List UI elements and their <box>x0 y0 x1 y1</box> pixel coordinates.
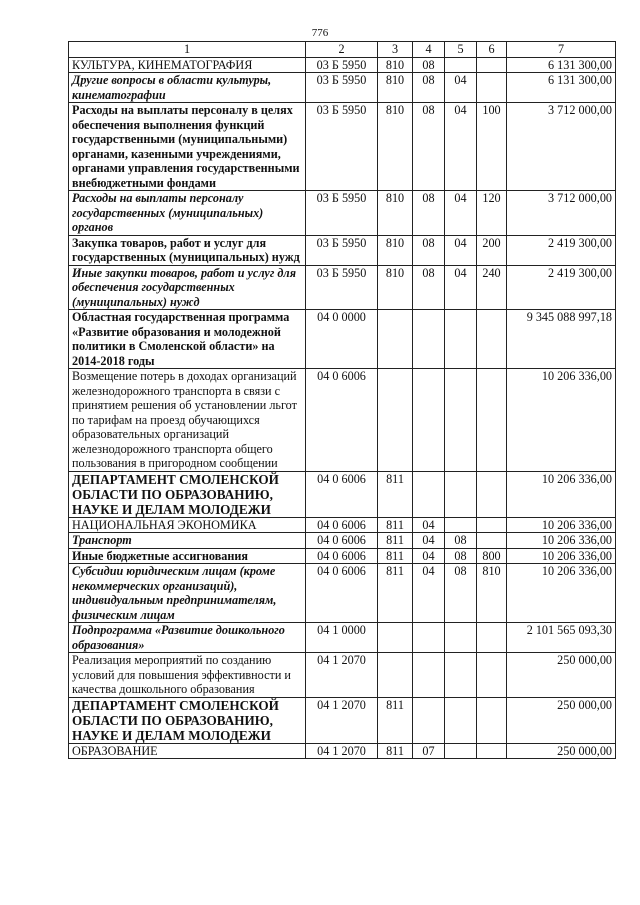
grbs-code-cell: 810 <box>378 103 413 191</box>
amount-cell: 2 419 300,00 <box>507 235 616 265</box>
grbs-code-cell <box>378 310 413 369</box>
amount-cell: 10 206 336,00 <box>507 564 616 623</box>
item-name-cell: Возмещение потерь в доходах организаций железнодорожного транспорта в связи с принятием решения об установлении льгот по тарифам на проезд обучающихся образовательных организаций железнодорожного транспорта общего пользования в пригородном сообщении <box>69 369 306 472</box>
section-code-cell <box>413 471 445 517</box>
expense-type-cell <box>477 623 507 653</box>
table-row <box>69 623 616 653</box>
grbs-code-cell: 811 <box>378 517 413 533</box>
expense-type-cell <box>477 471 507 517</box>
grbs-code-cell <box>378 369 413 472</box>
header-cell: 3 <box>378 42 413 58</box>
section-code-cell: 04 <box>413 548 445 564</box>
target-article-cell: 04 0 6006 <box>306 533 378 549</box>
table-row <box>69 697 616 743</box>
table-header-row <box>69 42 616 58</box>
item-name-cell: Иные бюджетные ассигнования <box>69 548 306 564</box>
subsection-code-cell <box>445 697 477 743</box>
subsection-code-cell: 08 <box>445 548 477 564</box>
grbs-code-cell: 810 <box>378 191 413 236</box>
item-name-cell: ОБРАЗОВАНИЕ <box>69 743 306 759</box>
table-row <box>69 235 616 265</box>
section-code-cell <box>413 623 445 653</box>
grbs-code-cell: 810 <box>378 265 413 310</box>
subsection-code-cell <box>445 743 477 759</box>
target-article-cell: 03 Б 5950 <box>306 103 378 191</box>
item-name-cell: КУЛЬТУРА, КИНЕМАТОГРАФИЯ <box>69 57 306 73</box>
subsection-code-cell: 08 <box>445 564 477 623</box>
expense-type-cell <box>477 369 507 472</box>
table-row <box>69 533 616 549</box>
subsection-code-cell <box>445 517 477 533</box>
section-code-cell: 08 <box>413 73 445 103</box>
expense-type-cell: 800 <box>477 548 507 564</box>
amount-cell: 3 712 000,00 <box>507 191 616 236</box>
table-row <box>69 103 616 191</box>
amount-cell: 6 131 300,00 <box>507 57 616 73</box>
target-article-cell: 04 1 0000 <box>306 623 378 653</box>
item-name-cell: Подпрограмма «Развитие дошкольного образования» <box>69 623 306 653</box>
table-row <box>69 369 616 472</box>
section-code-cell: 08 <box>413 191 445 236</box>
grbs-code-cell <box>378 623 413 653</box>
expense-type-cell: 100 <box>477 103 507 191</box>
target-article-cell: 04 0 6006 <box>306 471 378 517</box>
header-cell: 4 <box>413 42 445 58</box>
section-code-cell: 07 <box>413 743 445 759</box>
expense-type-cell: 240 <box>477 265 507 310</box>
section-code-cell: 08 <box>413 57 445 73</box>
subsection-code-cell <box>445 57 477 73</box>
expense-type-cell <box>477 743 507 759</box>
grbs-code-cell: 811 <box>378 564 413 623</box>
header-cell: 6 <box>477 42 507 58</box>
grbs-code-cell: 810 <box>378 57 413 73</box>
amount-cell: 2 419 300,00 <box>507 265 616 310</box>
page-number: 776 <box>311 27 329 39</box>
item-name-cell: Расходы на выплаты персоналу в целях обеспечения выполнения функций государственными (муниципальными) органами, казенными учреждениями, органами управления государственными внебюджетными фондами <box>69 103 306 191</box>
subsection-code-cell <box>445 471 477 517</box>
expense-type-cell <box>477 517 507 533</box>
table-row <box>69 191 616 236</box>
target-article-cell: 04 1 2070 <box>306 743 378 759</box>
subsection-code-cell <box>445 653 477 698</box>
table-row <box>69 73 616 103</box>
target-article-cell: 04 0 6006 <box>306 564 378 623</box>
section-code-cell: 04 <box>413 517 445 533</box>
target-article-cell: 04 0 6006 <box>306 548 378 564</box>
target-article-cell: 04 1 2070 <box>306 653 378 698</box>
amount-cell: 9 345 088 997,18 <box>507 310 616 369</box>
table-row <box>69 310 616 369</box>
amount-cell: 250 000,00 <box>507 653 616 698</box>
expense-type-cell: 200 <box>477 235 507 265</box>
subsection-code-cell: 08 <box>445 533 477 549</box>
grbs-code-cell: 811 <box>378 697 413 743</box>
section-code-cell: 08 <box>413 235 445 265</box>
item-name-cell: Транспорт <box>69 533 306 549</box>
target-article-cell: 04 1 2070 <box>306 697 378 743</box>
subsection-code-cell: 04 <box>445 235 477 265</box>
target-article-cell: 03 Б 5950 <box>306 57 378 73</box>
item-name-cell: Субсидии юридическим лицам (кроме некоммерческих организаций), индивидуальным предпринимателям, физическим лицам <box>69 564 306 623</box>
subsection-code-cell: 04 <box>445 73 477 103</box>
expense-type-cell <box>477 533 507 549</box>
amount-cell: 10 206 336,00 <box>507 517 616 533</box>
amount-cell: 10 206 336,00 <box>507 471 616 517</box>
item-name-cell: НАЦИОНАЛЬНАЯ ЭКОНОМИКА <box>69 517 306 533</box>
header-cell: 5 <box>445 42 477 58</box>
item-name-cell: Областная государственная программа «Развитие образования и молодежной политики в Смоленской области» на 2014-2018 годы <box>69 310 306 369</box>
item-name-cell: ДЕПАРТАМЕНТ СМОЛЕНСКОЙ ОБЛАСТИ ПО ОБРАЗОВАНИЮ, НАУКЕ И ДЕЛАМ МОЛОДЕЖИ <box>69 471 306 517</box>
item-name-cell: Иные закупки товаров, работ и услуг для обеспечения государственных (муниципальных) нужд <box>69 265 306 310</box>
section-code-cell <box>413 369 445 472</box>
table-row <box>69 57 616 73</box>
subsection-code-cell: 04 <box>445 265 477 310</box>
target-article-cell: 04 0 6006 <box>306 517 378 533</box>
table-row <box>69 548 616 564</box>
expense-type-cell: 810 <box>477 564 507 623</box>
grbs-code-cell <box>378 653 413 698</box>
grbs-code-cell: 811 <box>378 533 413 549</box>
expense-type-cell <box>477 697 507 743</box>
item-name-cell: Закупка товаров, работ и услуг для государственных (муниципальных) нужд <box>69 235 306 265</box>
subsection-code-cell <box>445 310 477 369</box>
table-row <box>69 471 616 517</box>
expense-type-cell: 120 <box>477 191 507 236</box>
section-code-cell <box>413 697 445 743</box>
target-article-cell: 04 0 0000 <box>306 310 378 369</box>
target-article-cell: 03 Б 5950 <box>306 235 378 265</box>
amount-cell: 2 101 565 093,30 <box>507 623 616 653</box>
expense-type-cell <box>477 653 507 698</box>
item-name-cell: ДЕПАРТАМЕНТ СМОЛЕНСКОЙ ОБЛАСТИ ПО ОБРАЗОВАНИЮ, НАУКЕ И ДЕЛАМ МОЛОДЕЖИ <box>69 697 306 743</box>
subsection-code-cell: 04 <box>445 103 477 191</box>
header-cell: 1 <box>69 42 306 58</box>
section-code-cell <box>413 310 445 369</box>
header-cell: 7 <box>507 42 616 58</box>
amount-cell: 250 000,00 <box>507 743 616 759</box>
amount-cell: 6 131 300,00 <box>507 73 616 103</box>
target-article-cell: 03 Б 5950 <box>306 191 378 236</box>
section-code-cell <box>413 653 445 698</box>
amount-cell: 10 206 336,00 <box>507 533 616 549</box>
section-code-cell: 04 <box>413 533 445 549</box>
amount-cell: 3 712 000,00 <box>507 103 616 191</box>
section-code-cell: 08 <box>413 103 445 191</box>
table-row <box>69 653 616 698</box>
amount-cell: 10 206 336,00 <box>507 548 616 564</box>
grbs-code-cell: 810 <box>378 73 413 103</box>
amount-cell: 10 206 336,00 <box>507 369 616 472</box>
grbs-code-cell: 811 <box>378 743 413 759</box>
subsection-code-cell <box>445 623 477 653</box>
table-row <box>69 564 616 623</box>
table-row <box>69 517 616 533</box>
section-code-cell: 04 <box>413 564 445 623</box>
item-name-cell: Другие вопросы в области культуры, кинематографии <box>69 73 306 103</box>
expense-type-cell <box>477 310 507 369</box>
header-cell: 2 <box>306 42 378 58</box>
amount-cell: 250 000,00 <box>507 697 616 743</box>
section-code-cell: 08 <box>413 265 445 310</box>
grbs-code-cell: 811 <box>378 471 413 517</box>
subsection-code-cell <box>445 369 477 472</box>
table-row <box>69 265 616 310</box>
target-article-cell: 03 Б 5950 <box>306 265 378 310</box>
grbs-code-cell: 811 <box>378 548 413 564</box>
table-row <box>69 743 616 759</box>
item-name-cell: Расходы на выплаты персоналу государственных (муниципальных) органов <box>69 191 306 236</box>
target-article-cell: 03 Б 5950 <box>306 73 378 103</box>
expense-type-cell <box>477 57 507 73</box>
subsection-code-cell: 04 <box>445 191 477 236</box>
target-article-cell: 04 0 6006 <box>306 369 378 472</box>
grbs-code-cell: 810 <box>378 235 413 265</box>
expense-type-cell <box>477 73 507 103</box>
budget-table <box>68 41 616 759</box>
item-name-cell: Реализация мероприятий по созданию условий для повышения эффективности и качества дошкольного образования <box>69 653 306 698</box>
